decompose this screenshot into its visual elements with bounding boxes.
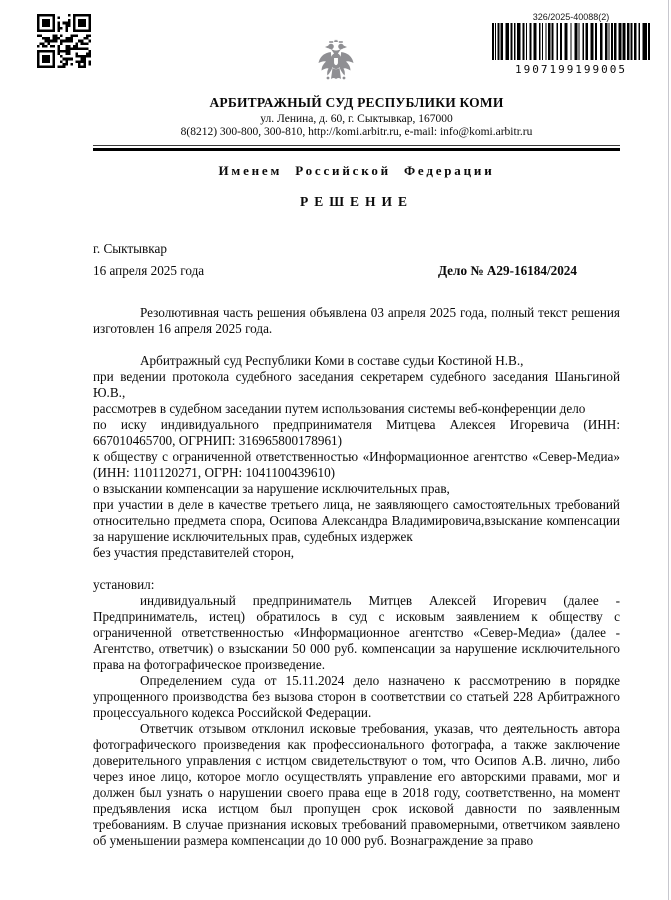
third-party-line: при участии в деле в качестве третьего лица, не заявляющего самостоятельных требований относительно предмета спора, Осипова Александра Владимировича,взыскание компенсации за нарушение исключительных прав, судебных издержек xyxy=(93,497,620,544)
court-composition-line: Арбитражный суд Республики Коми в составе судьи Костиной Н.В., xyxy=(140,353,524,368)
plaintiff-line: по иску индивидуального предпринимателя Митцева Алексея Игоревича (ИНН: 667010465700, ОГРНИП: 316965800178961) xyxy=(93,417,620,448)
court-contacts: 8(8212) 300-800, 300-810, http://komi.arbitr.ru, e-mail: info@komi.arbitr.ru xyxy=(180,126,533,138)
decision-date: 16 апреля 2025 года xyxy=(93,263,205,278)
decision-heading: РЕШЕНИЕ xyxy=(299,194,414,209)
facts-paragraph-3: Ответчик отзывом отклонил исковые требования, указав, что деятельность автора фотографического произведения как профессионального фотографа, а также заключение доверительного управления с истцом свидетельствуют о том, что Осипов А.В. лично, либо через иное лицо, которое могло осуществлять управление его авторскими правами, мог и должен был узнать о нарушении своего права еще в 2018 году, соответственно, на момент предъявления иска истцом был пропущен срок исковой давности по заявленным требованиям. В случае признания исковых требований правомерными, ответчиком заявлено об уменьшении размера компенсации до 10 000 руб. Вознаграждение за право xyxy=(93,721,620,848)
resolutive-part-paragraph: Резолютивная часть решения объявлена 03 апреля 2025 года, полный текст решения изготовлен 16 апреля 2025 года. xyxy=(93,305,620,336)
hearing-mode-line: рассмотрев в судебном заседании путем использования системы веб-конференции дело xyxy=(93,401,586,416)
date-case-row xyxy=(93,263,620,279)
case-number: Дело № А29-16184/2024 xyxy=(437,263,577,278)
court-address: ул. Ленина, д. 60, г. Сыктывкар, 167000 xyxy=(260,113,453,125)
court-name: АРБИТРАЖНЫЙ СУД РЕСПУБЛИКИ КОМИ xyxy=(209,95,504,110)
facts-paragraph-2: Определением суда от 15.11.2024 дело назначено к рассмотрению в порядке упрощенного производства без вызова сторон в соответствии со статьей 228 Арбитражного процессуального кодекса Российской Федерации. xyxy=(93,673,620,720)
barcode xyxy=(492,23,650,60)
city-line: г. Сыктывкар xyxy=(93,241,167,256)
defendant-line: к обществу с ограниченной ответственностью «Информационное агентство «Север-Медиа» (ИНН: 1101120271, ОГРН: 1041100439610) xyxy=(93,449,620,480)
barcode-digits: 1907199199005 xyxy=(514,63,628,76)
document-number: 326/2025-40088(2) xyxy=(532,12,610,22)
coat-of-arms-icon xyxy=(316,36,356,90)
qr-code xyxy=(37,14,91,68)
claim-subject-line: о взыскании компенсации за нарушение исключительных прав, xyxy=(93,481,450,496)
ustanovil-heading: установил: xyxy=(93,577,155,592)
header-divider xyxy=(93,145,620,151)
no-representatives-line: без участия представителей сторон, xyxy=(93,545,295,560)
facts-paragraph-1: индивидуальный предприниматель Митцев Алексей Игоревич (далее - Предприниматель, истец) обратилось в суд с исковым заявлением к обществу с ограниченной ответственностью «Информационное агентство «Север-Медиа» (далее - Агентство, ответчик) о взыскании 50 000 руб. компенсации за нарушение исключительного права на фотографическое произведение. xyxy=(93,593,620,672)
secretary-line: при ведении протокола судебного заседания секретарем судебного заседания Шаньгиной Ю.В., xyxy=(93,369,620,400)
document-content xyxy=(93,160,620,849)
page-edge-line xyxy=(668,0,669,900)
in-the-name-heading: Именем Российской Федерации xyxy=(218,163,495,178)
court-header xyxy=(93,95,620,138)
barcode-block xyxy=(492,12,650,78)
